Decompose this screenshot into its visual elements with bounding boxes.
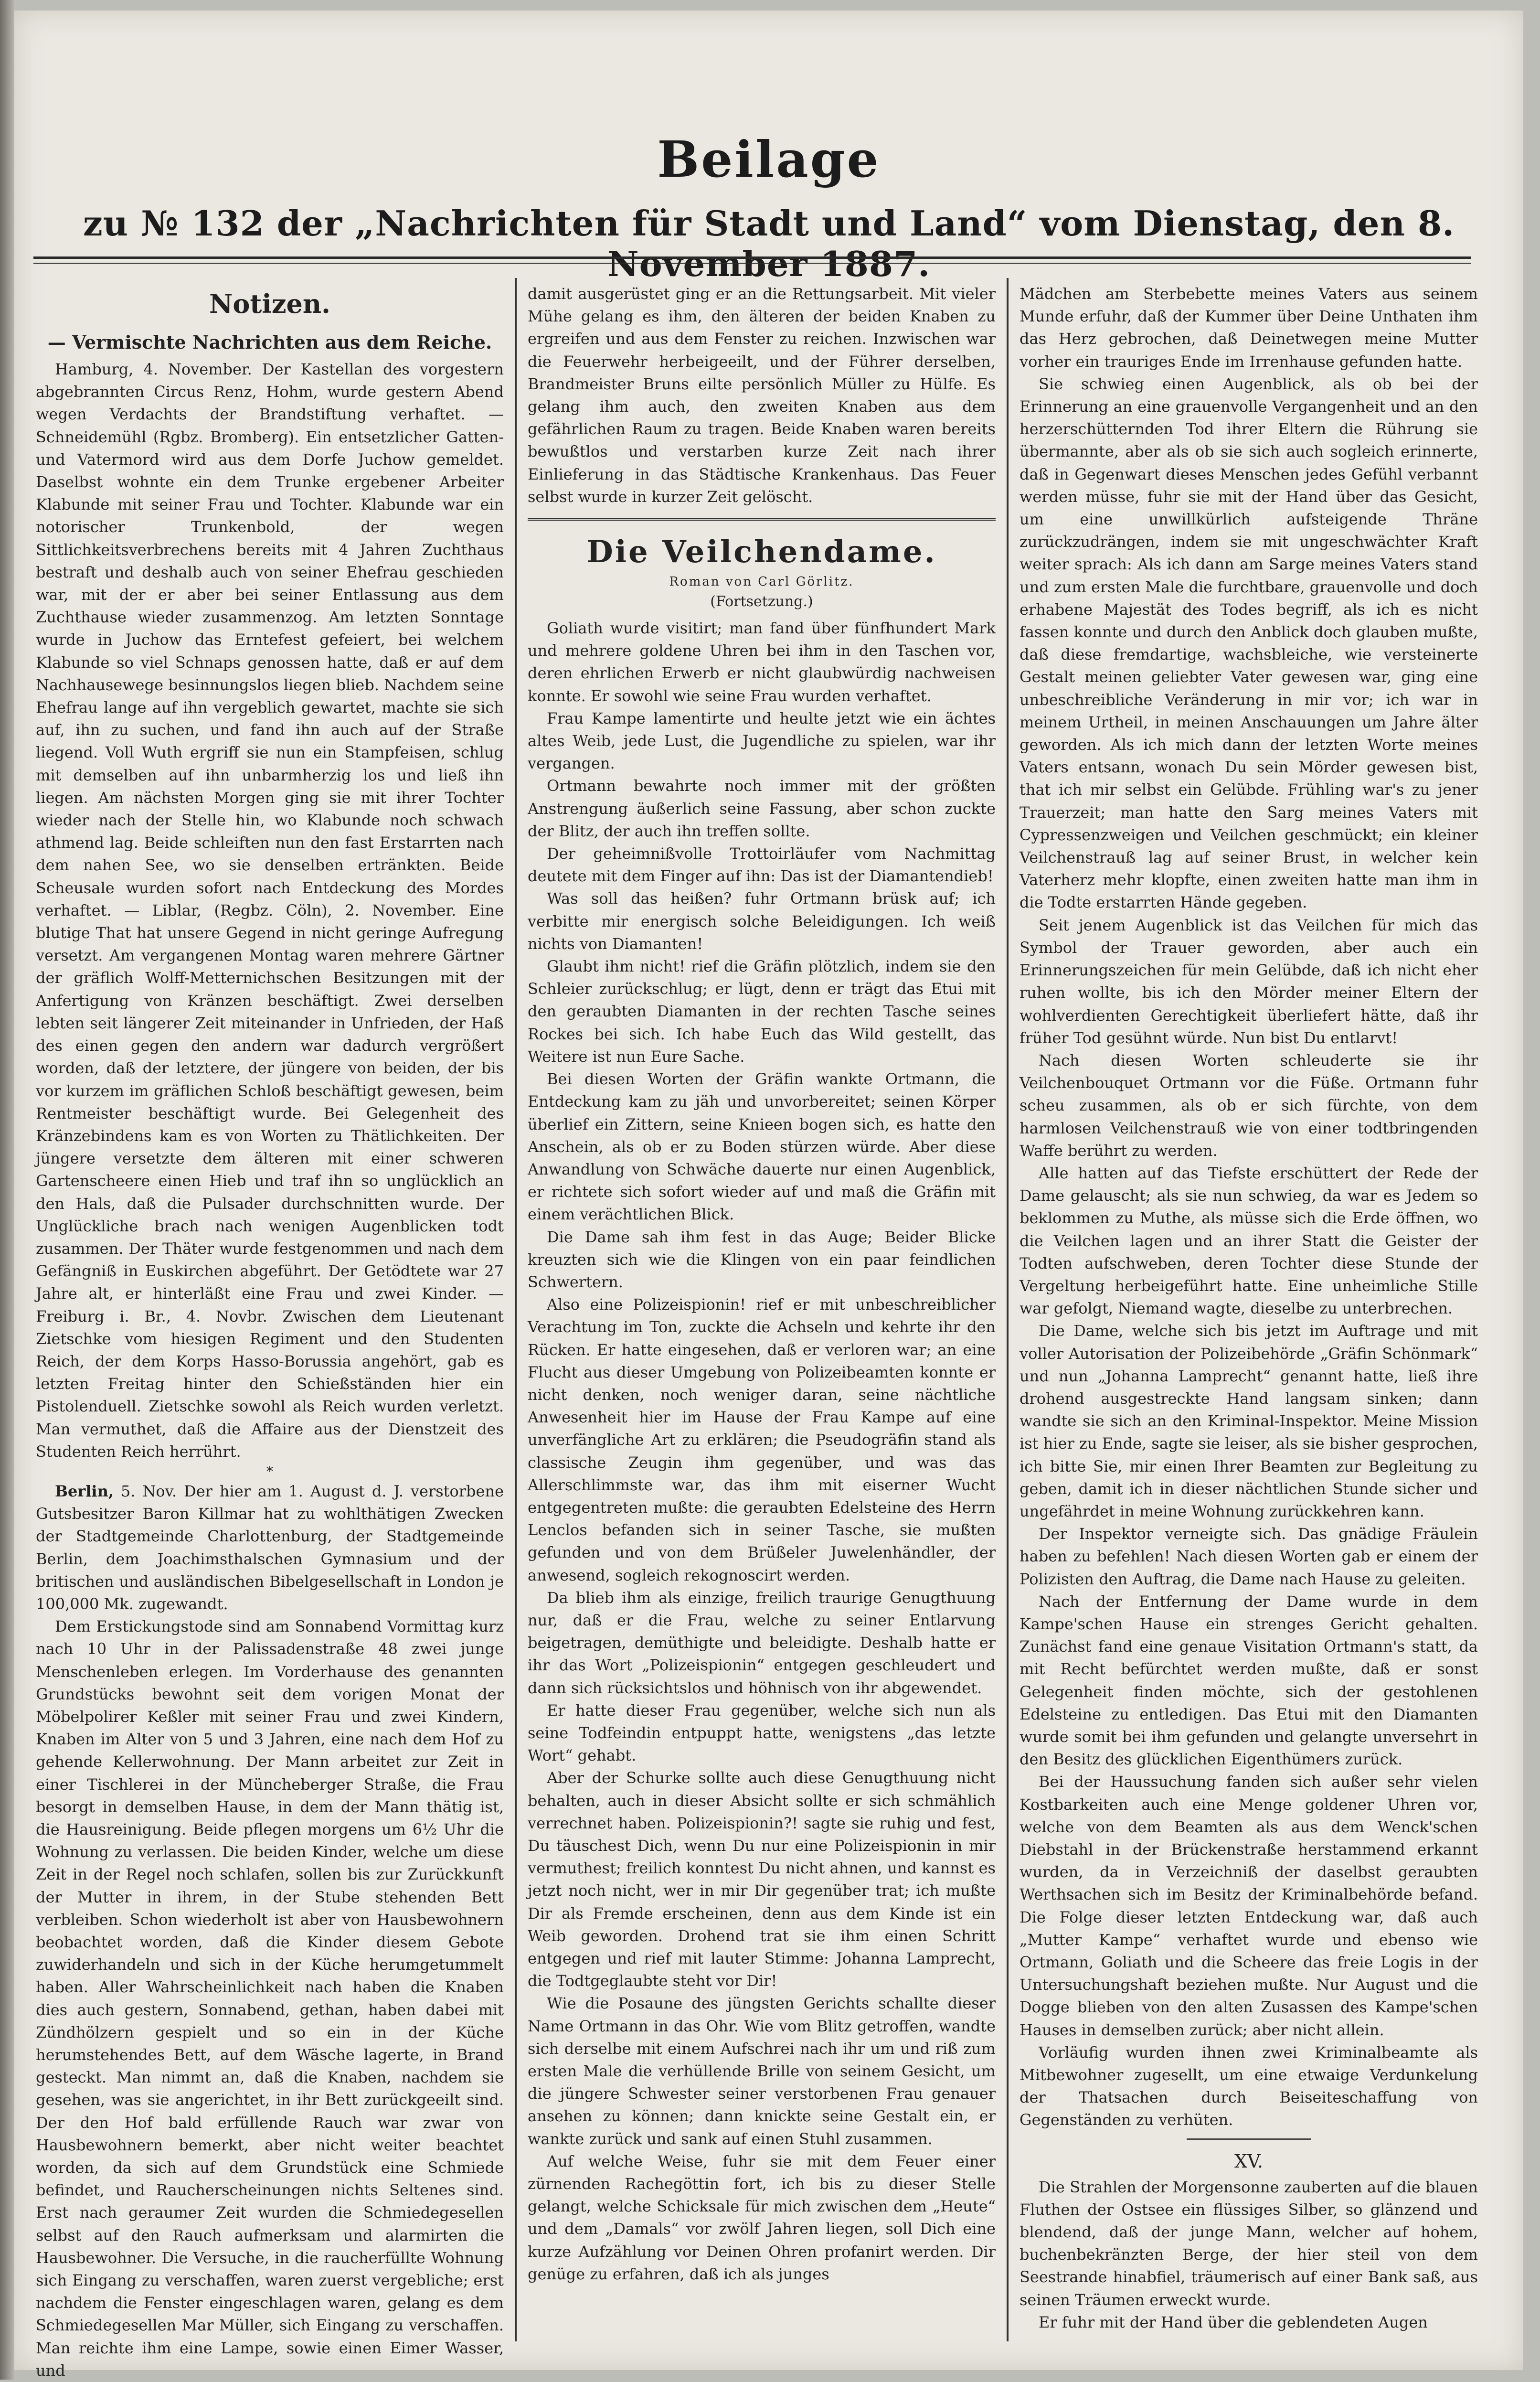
paragraph: damit ausgerüstet ging er an die Rettungsarbeit. Mit vieler Mühe gelang es ihm, den älteren der beiden Knaben zu ergreifen und aus dem Fenster zu reichen. Inzwischen war die Feuerwehr herbeigeeilt, und der Führer derselben, Brandmeister Bruns eilte persönlich Müller zu Hülfe. Es gelang ihm auch, den zweiten Knaben aus dem gefährlichen Raum zu tragen. Beide Knaben waren bereits bewußtlos und verstarben kurze Zeit nach ihrer Einlieferung in das Städtische Krankenhaus. Das Feuer selbst wurde in kurzer Zeit gelöscht. <box>528 285 996 506</box>
header-rule-thin <box>33 263 1471 264</box>
paragraph-text: 5. Nov. Der hier am 1. August d. J. verstorbene Gutsbesitzer Baron Killmar hat zu wohlthätigen Zwecken der Stadtgemeinde Charlottenburg, der Stadtgemeinde Berlin, dem Joachimsthalschen Gymnasium und der britischen und ausländischen Bibelgesellschaft in London je 100,000 Mk. zugewandt. <box>36 1482 504 1613</box>
paragraph: Alle hatten auf das Tiefste erschüttert der Rede der Dame gelauscht; als sie nun schwieg, da war es Jedem so beklommen zu Muthe, als müsse sich die Erde öffnen, wo die Veilchen lagen und an ihrer Statt die Geister der Todten aufschweben, deren Tochter diese Stunde der Vergeltung herbeigeführt hatte. Eine unheimliche Stille war gefolgt, Niemand wagte, dieselbe zu unterbrechen. <box>1020 1164 1478 1318</box>
paragraph: Glaubt ihm nicht! rief die Gräfin plötzlich, indem sie den Schleier zurückschlug; er lügt, denn er trägt das Etui mit den geraubten Diamanten in der rechten Tasche seines Rockes bei sich. Ich habe Euch das Wild gestellt, das Weitere ist nun Eure Sache. <box>528 957 996 1066</box>
notices-heading: Notizen. <box>209 288 330 319</box>
paragraph: Dem Erstickungstode sind am Sonnabend Vormittag kurz nach 10 Uhr in der Palissadenstraße 48 zwei junge Menschenleben erlegen. Im Vorderhause des genannten Grundstücks bewohnt seit dem vorigen Monat der Möbelpolirer Keßler mit seiner Frau und zwei Kindern, Knaben im Alter von 5 und 3 Jahren, eine nach dem Hof zu gehende Kellerwohnung. Der Mann arbeitet zur Zeit in einer Tischlerei in der Müncheberger Straße, die Frau besorgt in demselben Hause, in dem der Mann thätig ist, die Hausreinigung. Beide pflegen morgens um 6½ Uhr die Wohnung zu verlassen. Die beiden Kinder, welche um diese Zeit in der Regel noch schlafen, sollen bis zur Zurückkunft der Mutter in ihrem, in der Stube stehenden Bett verbleiben. Schon wiederholt ist aber von Hausbewohnern beobachtet worden, daß die Kinder diesem Gebote zuwiderhandeln und sich in der Küche herumgetummelt haben. Aller Wahrscheinlichkeit nach haben die Knaben dies auch gestern, Sonnabend, gethan, haben dabei mit Zündhölzern gespielt und so ein in der Küche herumstehendes Bett, auf dem Wäsche lagerte, in Brand gesteckt. Man nimmt an, daß die Knaben, nachdem sie gesehen, was sie angerichtet, in ihr Bett zurückgeeilt sind. Der den Hof bald erfüllende Rauch war zwar von Hausbewohnern bemerkt, aber nicht weiter beachtet worden, da sich auf dem Grundstück eine Schmiede befindet, und Raucherscheinungen nichts Seltenes sind. Erst nach geraumer Zeit wurden die Schmiedegesellen selbst auf den Rauch aufmerksam und alarmirten die Hausbewohner. Die Versuche, in die raucherfüllte Wohnung sich Eingang zu verschaffen, waren zuerst vergebliche; erst nachdem die Fenster eingeschlagen waren, gelang es dem Schmiedegesellen Mar Müller, sich Eingang zu verschaffen. Man reichte ihm eine Lampe, sowie einen Eimer Wasser, und <box>36 1617 504 2380</box>
feature-rule <box>528 518 996 521</box>
supplement-title: Beilage <box>657 130 881 189</box>
separator-star: * <box>266 1463 273 1479</box>
paragraph: Vorläufig wurden ihnen zwei Kriminalbeamte als Mitbewohner zugesellt, um eine etwaige Verdunkelung der Thatsachen durch Beiseiteschaffung von Gegenständen zu verhüten. <box>1020 2043 1478 2129</box>
column-divider <box>1007 278 1009 2341</box>
paragraph: Die Dame sah ihm fest in das Auge; Beider Blicke kreuzten sich wie die Klingen von ein paar feindlichen Schwertern. <box>528 1228 996 1291</box>
paragraph: Ortmann bewahrte noch immer mit der größten Anstrengung äußerlich seine Fassung, aber schon zuckte der Blitz, der auch ihn treffen sollte. <box>528 777 996 840</box>
newspaper-page <box>14 11 1523 2380</box>
paragraph: Was soll das heißen? fuhr Ortmann brüsk auf; ich verbitte mir energisch solche Beleidigungen. Ich weiß nichts von Diamanten! <box>528 889 996 953</box>
paragraph: Mädchen am Sterbebette meines Vaters aus seinem Munde erfuhr, daß der Kummer über Deine Unthaten ihm das Herz gebrochen, daß Deinetwegen meine Mutter vorher ein trauriges Ende im Irrenhause gefunden hatte. <box>1020 285 1478 371</box>
paragraph: Nach diesen Worten schleuderte sie ihr Veilchenbouquet Ortmann vor die Füße. Ortmann fuhr scheu zusammen, als ob er sich fürchte, von dem harmlosen Veilchenstrauß wie von einer todtbringenden Waffe berührt zu werden. <box>1020 1051 1478 1160</box>
feature-continuation: (Fortsetzung.) <box>710 593 813 610</box>
paragraph: Hamburg, 4. November. Der Kastellan des vorgestern abgebrannten Circus Renz, Hohm, wurde gestern Abend wegen Verdachts der Brandstiftung verhaftet. — Schneidemühl (Rgbz. Bromberg). Ein entsetzlicher Gatten- und Vatermord wird aus dem Dorfe Juchow gemeldet. Daselbst wohnte ein dem Trunke ergebener Arbeiter Klabunde mit seiner Frau und Tochter. Klabunde war ein notorischer Trunkenbold, der wegen Sittlichkeitsverbrechens bereits mit 4 Jahren Zuchthaus bestraft und deshalb auch von seiner Ehefrau geschieden war, mit der er aber bei seiner Entlassung aus dem Zuchthause wieder zusammenzog. Am letzten Sonntage wurde in Juchow das Erntefest gefeiert, bei welchem Klabunde so viel Schnaps genossen hatte, daß er auf dem Nachhausewege besinnungslos liegen blieb. Nachdem seine Ehefrau lange auf ihn vergeblich gewartet, machte sie sich auf, ihn zu suchen, und fand ihn auch auf der Straße liegend. Voll Wuth ergriff sie nun ein Stampfeisen, schlug mit demselben auf ihn unbarmherzig los und ließ ihn liegen. Am nächsten Morgen ging sie mit ihrer Tochter wieder nach der Stelle hin, wo Klabunde noch schwach athmend lag. Beide schleiften nun den fast Erstarrten nach dem nahen See, wo sie denselben ertränkten. Beide Scheusale wurden sofort nach Entdeckung des Mordes verhaftet. — Liblar, (Regbz. Cöln), 2. November. Eine blutige That hat unsere Gegend in nicht geringe Aufregung versetzt. Am vergangenen Montag waren mehrere Gärtner der gräflich Wolff-Metternichschen Besitzungen mit der Anfertigung von Kränzen beschäftigt. Zwei derselben lebten seit längerer Zeit miteinander in Unfrieden, der Haß des einen gegen den andern war dadurch vergrößert worden, daß der letztere, der jüngere von beiden, der bis vor kurzem im gräflichen Schloß beschäftigt gewesen, beim Rentmeister beschäftigt wurde. Bei Gelegenheit des Kränzebindens kam es von Worten zu Thätlichkeiten. Der jüngere versetzte dem älteren mit einer schweren Gartenscheere einen Hieb und traf ihn so unglücklich an den Hals, daß die Pulsader durchschnitten wurde. Der Unglückliche brach nach wenigen Augenblicken todt zusammen. Der Thäter wurde festgenommen und nach dem Gefängniß in Euskirchen abgeführt. Der Getödtete war 27 Jahre alt, er hinterläßt eine Frau und zwei Kinder. — Freiburg i. Br., 4. Novbr. Zwischen dem Lieutenant Zietschke vom hiesigen Regiment und den Studenten Reich, der dem Korps Hasso-Borussia angehört, gab es letzten Freitag hinter den Schießständen hier ein Pistolenduell. Zietschke sowohl als Reich wurden verletzt. Man vermuthet, daß die Affaire aus der Dienstzeit des Studenten Reich herrührt. <box>36 360 504 1461</box>
paragraph: Auf welche Weise, fuhr sie mit dem Feuer einer zürnenden Rachegöttin fort, ich bis zu dieser Stelle gelangt, welche Schicksale für mich zwischen dem „Heute“ und dem „Damals“ vor zwölf Jahren liegen, soll Dich eine kurze Aufzählung vor Deinen Ohren profanirt werden. Dir genüge zu erfahren, daß ich als junges <box>528 2152 996 2283</box>
section-rule <box>1187 2138 1311 2140</box>
paragraph <box>36 1480 504 1615</box>
feature-title: Die Veilchendame. <box>586 534 937 570</box>
column-2 <box>528 283 996 2337</box>
paragraph: Der Inspektor verneigte sich. Das gnädige Fräulein haben zu befehlen! Nach diesen Worten gab er einem der Polizisten den Auftrag, die Dame nach Hause zu geleiten. <box>1020 1525 1478 1588</box>
chapter-number: XV. <box>1234 2150 1263 2172</box>
dateline: Berlin, <box>55 1482 114 1500</box>
column-divider <box>515 278 517 2341</box>
paragraph: Goliath wurde visitirt; man fand über fünfhundert Mark und mehrere goldene Uhren bei ihm in den Taschen vor, deren ehrlichen Erwerb er nicht glaubwürdig nachweisen konnte. Er sowohl wie seine Frau wurden verhaftet. <box>528 619 996 705</box>
paragraph: Frau Kampe lamentirte und heulte jetzt wie ein ächtes altes Weib, jede Lust, die Jugendliche zu spielen, war ihr vergangen. <box>528 709 996 773</box>
paragraph: Aber der Schurke sollte auch diese Genugthuung nicht behalten, auch in dieser Absicht sollte er sich schmählich verrechnet haben. Polizeispionin?! sagte sie ruhig und fest, Du täuschest Dich, wenn Du nur eine Polizeispionin in mir vermuthest; freilich konntest Du nicht ahnen, und kannst es jetzt noch nicht, wer in mir Dir gegenüber trat; ich mußte Dir als Fremde erscheinen, denn aus dem Kinde ist ein Weib geworden. Drohend trat sie ihm einen Schritt entgegen und rief mit lauter Stimme: Johanna Lamprecht, die Todtgeglaubte steht vor Dir! <box>528 1769 996 1990</box>
column-1 <box>36 283 504 2380</box>
paragraph: Bei diesen Worten der Gräfin wankte Ortmann, die Entdeckung kam zu jäh und unvorbereitet; seinen Körper überlief ein Zittern, seine Knieen bogen sich, es hatte den Anschein, als ob er zu Boden stürzen würde. Aber diese Anwandlung von Schwäche dauerte nur einen Augenblick, er richtete sich sofort wieder auf und maß die Gräfin mit einem verächtlichen Blick. <box>528 1070 996 1224</box>
paragraph: Er hatte dieser Frau gegenüber, welche sich nun als seine Todfeindin entpuppt hatte, wenigstens „das letzte Wort“ gehabt. <box>528 1701 996 1765</box>
paragraph: Die Strahlen der Morgensonne zauberten auf die blauen Fluthen der Ostsee ein flüssiges Silber, so glänzend und blendend, daß der junge Mann, welcher auf hohem, buchenbekränzten Berge, der hier steil von dem Seestrande hinabfiel, träumerisch auf einer Bank saß, aus seinen Träumen erweckt wurde. <box>1020 2178 1478 2309</box>
paragraph: Bei der Haussuchung fanden sich außer sehr vielen Kostbarkeiten auch eine Menge goldener Uhren vor, welche von dem Beamten als aus dem Wenck'schen Diebstahl in der Brückenstraße herstammend erkannt wurden, da in Verzeichniß der daselbst geraubten Werthsachen sich im Besitz der Kriminalbehörde befand. Die Folge dieser letzten Entdeckung war, daß auch „Mutter Kampe“ verhaftet wurde und ebenso wie Ortmann, Goliath und die Scheere das freie Logis in der Untersuchungshaft beziehen mußte. Nur August und die Dogge blieben von den alten Zusassen des Kampe'schen Hauses in demselben zurück; aber nicht allein. <box>1020 1773 1478 2039</box>
feature-byline: Roman von Carl Görlitz. <box>669 575 854 589</box>
paragraph: Seit jenem Augenblick ist das Veilchen für mich das Symbol der Trauer geworden, aber auch ein Erinnerungszeichen für mein Gelübde, daß ich nicht eher ruhen wollte, bis ich den Mörder meiner Eltern der wohlverdienten Gerechtigkeit überliefert hätte, daß ihr früher Tod gesühnt würde. Nun bist Du entlarvt! <box>1020 916 1478 1047</box>
paragraph: Der geheimnißvolle Trottoirläufer vom Nachmittag deutete mit dem Finger auf ihn: Das ist der Diamantendieb! <box>528 844 996 886</box>
notices-subheading: — Vermischte Nachrichten aus dem Reiche. <box>47 331 492 353</box>
header-rule <box>33 256 1471 259</box>
paragraph: Wie die Posaune des jüngsten Gerichts schallte dieser Name Ortmann in das Ohr. Wie vom Blitz getroffen, wandte sich derselbe mit einem Aufschrei nach ihr um und riß zum ersten Male die verhüllende Brille von seinem Gesicht, um die jüngere Schwester seiner verstorbenen Frau genauer ansehen zu können; dann knickte seine Gestalt ein, er wankte zurück und sank auf einen Stuhl zusammen. <box>528 1994 996 2148</box>
paragraph: Nach der Entfernung der Dame wurde in dem Kampe'schen Hause ein strenges Gericht gehalten. Zunächst fand eine genaue Visitation Ortmann's statt, da mit Recht befürchtet werden mußte, daß er sonst Gelegenheit finden möchte, sich der gestohlenen Edelsteine zu entledigen. Das Etui mit den Diamanten wurde somit bei ihm gefunden und gelangte unversehrt in den Besitz des glücklichen Eigenthümers zurück. <box>1020 1592 1478 1769</box>
paragraph: Sie schwieg einen Augenblick, als ob bei der Erinnerung an eine grauenvolle Vergangenheit und an den herzerschütternden Tod ihrer Eltern die Rührung sie übermannte, aber als ob sie sich auch sogleich erinnerte, daß in Gegenwart dieses Menschen jedes Gefühl verbannt werden müsse, fuhr sie mit der Hand über das Gesicht, um eine unwillkürlich aufsteigende Thräne zurückzudrängen, indem sie mit ungeschwächter Kraft weiter sprach: Als ich dann am Sarge meines Vaters stand und zum ersten Male die furchtbare, grauenvolle und doch erhabene Majestät des Todes begriff, als ich es nicht fassen konnte und durch den Anblick doch glauben mußte, daß diese fremdartige, wachsbleiche, wie versteinerte Gestalt meinen geliebter Vater gewesen war, ging eine unbeschreibliche Veränderung in mir vor; ich war in meinem Urtheil, in meinen Anschauungen um Jahre älter geworden. Als ich mich dann der letzten Worte meines Vaters entsann, wonach Du sein Mörder gewesen bist, that ich mir selbst ein Gelübde. Frühling war's zu jener Trauerzeit; man hatte den Sarg meines Vaters mit Cypressenzweigen und Veilchen geschmückt; ein kleiner Veilchenstrauß lag auf seiner Brust, in welcher kein Vaterherz mehr klopfte, einen zweiten hatte man ihm in die Todte erstarrten Hände gegeben. <box>1020 374 1478 912</box>
paragraph: Also eine Polizeispionin! rief er mit unbeschreiblicher Verachtung im Ton, zuckte die Achseln und kehrte ihr den Rücken. Er hatte eingesehen, daß er verloren war; an eine Flucht aus dieser Umgebung von Polizeibeamten konnte er nicht denken, noch weniger daran, seine nächtliche Anwesenheit hier im Hause der Frau Kampe auf eine unverfängliche Art zu erklären; die Pseudogräfin stand als classische Zeugin ihm gegenüber, und was das Allerschlimmste war, das ihm mit eiserner Wucht entgegentreten mußte: die geraubten Edelsteine des Herrn Lenclos befanden sich in seiner Tasche, sie mußten gefunden und von dem Brüßeler Juwelenhändler, der anwesend, sogleich rekognoscirt werden. <box>528 1295 996 1584</box>
paragraph: Er fuhr mit der Hand über die geblendeten Augen <box>1039 2313 1428 2331</box>
paragraph: Da blieb ihm als einzige, freilich traurige Genugthuung nur, daß er die Frau, welche zu seiner Entlarvung beigetragen, demüthigte und beleidigte. Deshalb hatte er ihr das Wort „Polizeispionin“ entgegen geschleudert und dann sich rücksichtslos und höhnisch von ihr abgewendet. <box>528 1588 996 1697</box>
issue-line: zu № 132 der „Nachrichten für Stadt und Land“ vom Dienstag, den 8. November 1887. <box>83 203 1455 284</box>
masthead <box>14 130 1523 284</box>
book-spine <box>0 0 14 2380</box>
paragraph: Die Dame, welche sich bis jetzt im Auftrage und mit voller Autorisation der Polizeibehörde „Gräfin Schönmark“ und nun „Johanna Lamprecht“ genannt hatte, ließ ihre drohend ausgestreckte Hand langsam sinken; dann wandte sie sich an den Kriminal-Inspektor. Meine Mission ist hier zu Ende, sagte sie leiser, als sie bisher gesprochen, ich bitte Sie, mir einen Ihrer Beamten zur Begleitung zu geben, damit ich in dieser nächtlichen Stunde sicher und ungefährdet in meine Wohnung zurückkehren kann. <box>1020 1322 1478 1520</box>
column-3 <box>1020 283 1478 2337</box>
